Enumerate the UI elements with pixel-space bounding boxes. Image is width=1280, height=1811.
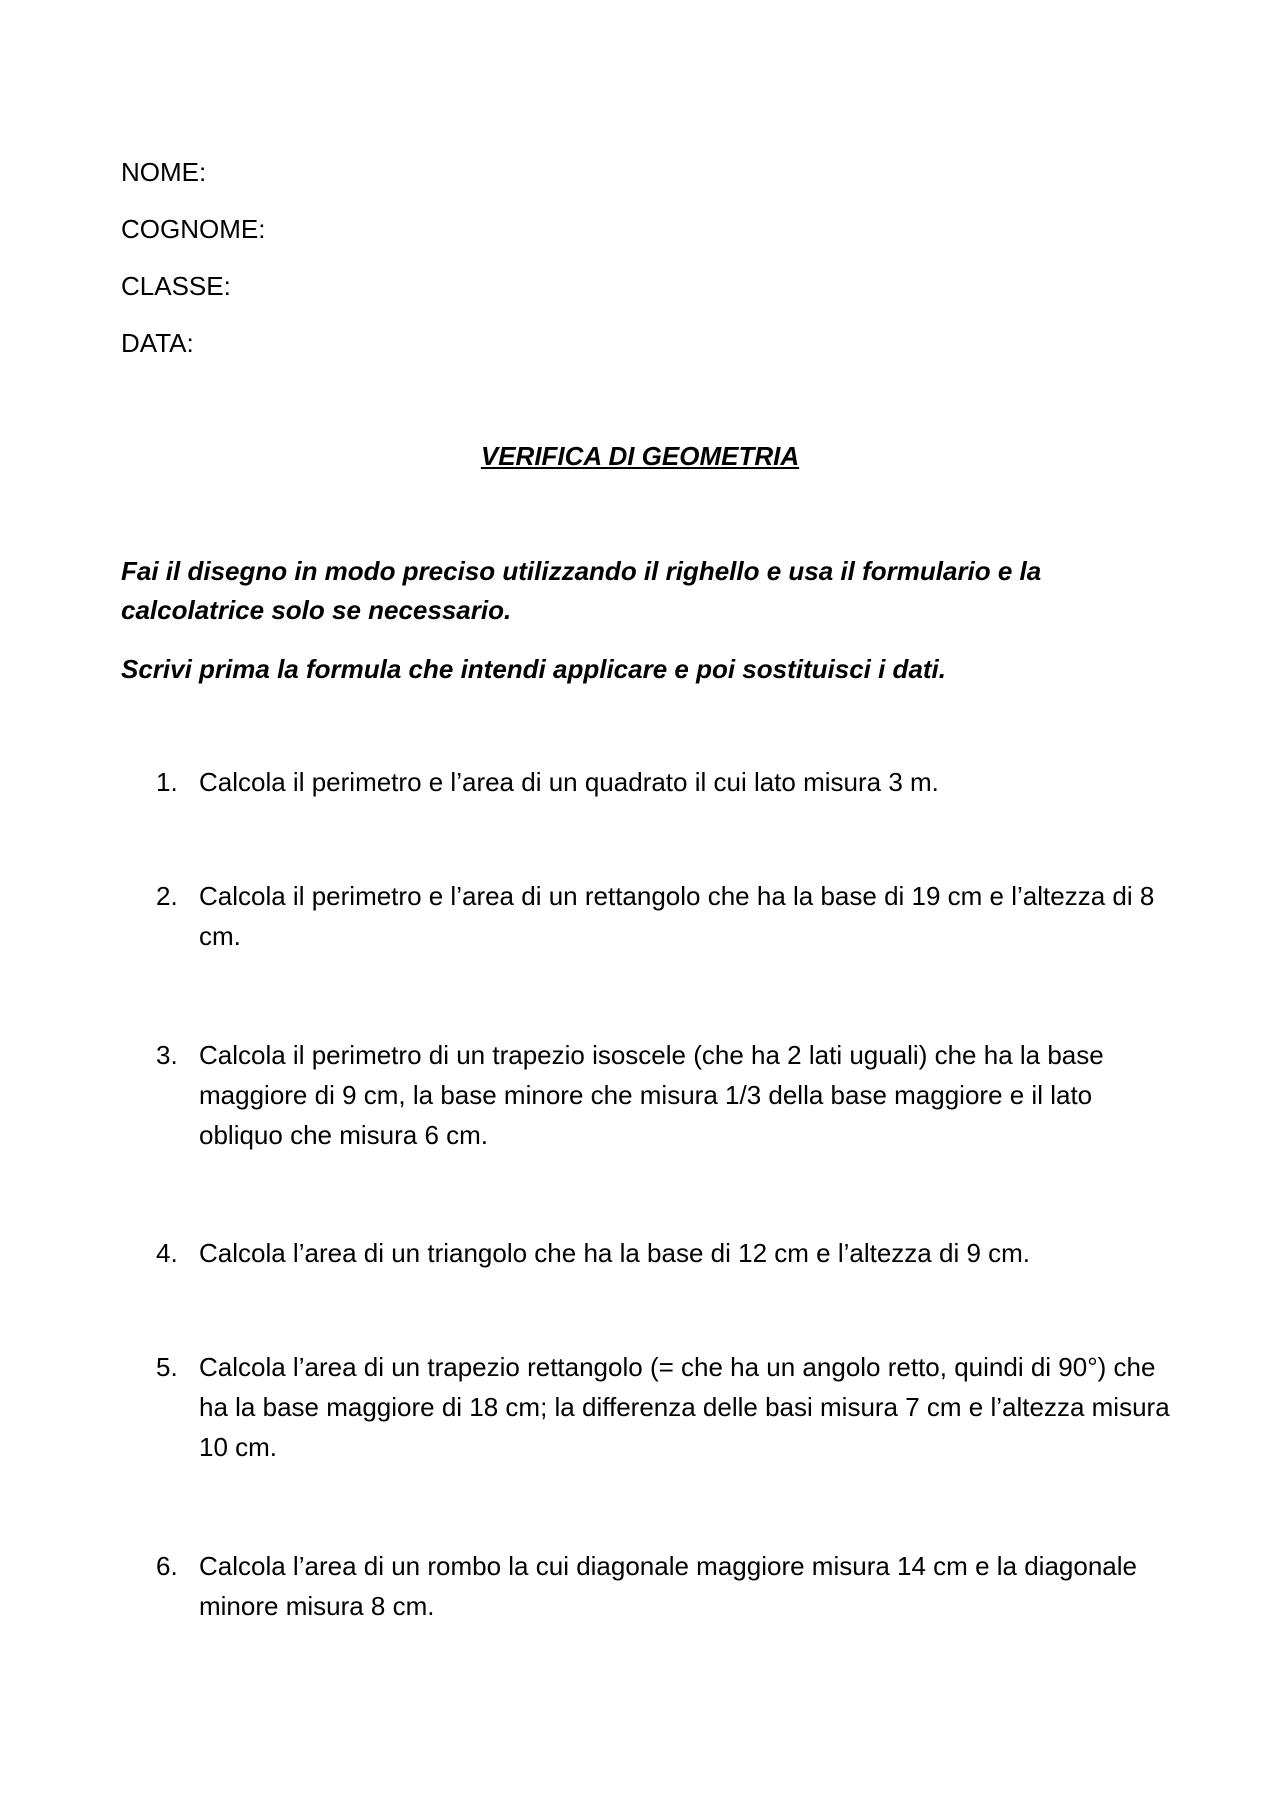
question-item (121, 1347, 1181, 1467)
question-text: Calcola l’area di un rombo la cui diagonale maggiore misura 14 cm e la diagonale minore misura 8 cm. (199, 1551, 1137, 1621)
question-text: Calcola l’area di un triangolo che ha la base di 12 cm e l’altezza di 9 cm. (199, 1238, 1031, 1268)
question-text: Calcola l’area di un trapezio rettangolo (= che ha un angolo retto, quindi di 90°) che ha la base maggiore di 18 cm; la differenza delle basi misura 7 cm e l’altezza misura 10 cm. (199, 1352, 1170, 1462)
field-cognome: COGNOME: (121, 214, 266, 244)
instruction-formula: Scrivi prima la formula che intendi applicare e poi sostituisci i dati. (121, 654, 947, 684)
question-number: 5. (156, 1352, 178, 1382)
field-classe: CLASSE: (121, 271, 231, 301)
question-number: 1. (156, 767, 178, 797)
question-text: Calcola il perimetro e l’area di un quadrato il cui lato misura 3 m. (199, 767, 939, 797)
question-text: Calcola il perimetro di un trapezio isoscele (che ha 2 lati uguali) che ha la base maggiore di 9 cm, la base minore che misura 1/3 della base maggiore e il lato obliquo che misura 6 cm. (199, 1040, 1104, 1150)
page-title: VERIFICA DI GEOMETRIA (480, 441, 800, 471)
question-item (121, 1546, 1181, 1626)
question-number: 4. (156, 1238, 178, 1268)
question-number: 6. (156, 1551, 178, 1581)
instruction-drawing: Fai il disegno in modo preciso utilizzando il righello e usa il formulario e la calcolatrice solo se necessario. (121, 556, 1042, 625)
question-number: 2. (156, 881, 178, 911)
question-item (121, 1035, 1181, 1155)
question-item (121, 762, 1181, 802)
field-data: DATA: (121, 328, 194, 358)
question-item (121, 876, 1181, 956)
question-item (121, 1233, 1181, 1273)
question-number: 3. (156, 1040, 178, 1070)
field-nome: NOME: (121, 157, 207, 187)
question-text: Calcola il perimetro e l’area di un rettangolo che ha la base di 19 cm e l’altezza di 8 cm. (199, 881, 1155, 951)
